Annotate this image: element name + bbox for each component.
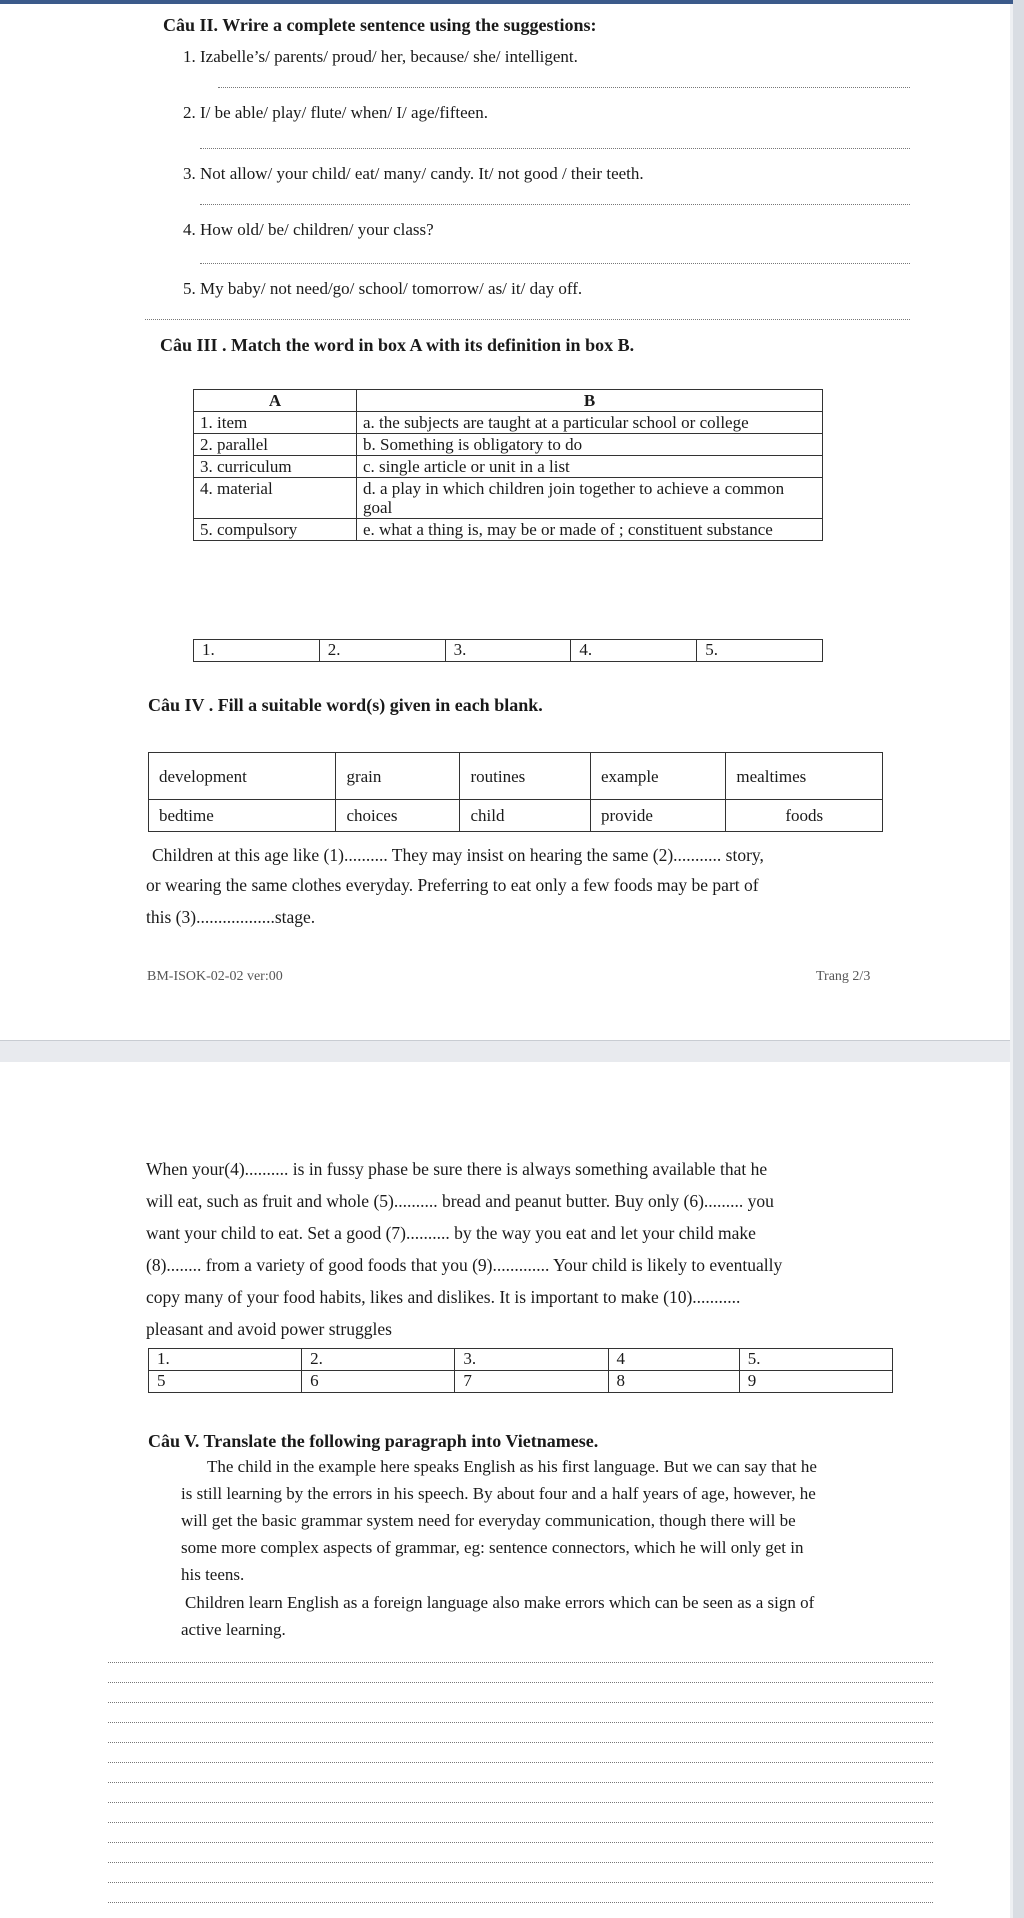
word-cell: 5. compulsory <box>194 519 357 541</box>
definition-cell: e. what a thing is, may be or made of ; constituent substance <box>357 519 823 541</box>
paragraph-line: some more complex aspects of grammar, eg: sentence connectors, which he will only get in <box>181 1538 804 1557</box>
answer-cell[interactable]: 5 <box>149 1371 302 1393</box>
section-3-heading: Câu III . Match the word in box A with its definition in box B. <box>160 335 635 355</box>
document-page-2 <box>0 1062 1010 1918</box>
word-bank-cell: mealtimes <box>726 753 883 800</box>
scrollbar-track[interactable] <box>1013 0 1024 1918</box>
answer-line <box>108 1822 933 1823</box>
exercise-item-4: 4. How old/ be/ children/ your class? <box>183 220 434 239</box>
word-cell: 4. material <box>194 478 357 519</box>
answer-line <box>108 1702 933 1703</box>
word-cell: 3. curriculum <box>194 456 357 478</box>
exercise-item-2: 2. I/ be able/ play/ flute/ when/ I/ age/fifteen. <box>183 103 488 122</box>
paragraph-line: Children at this age like (1).......... They may insist on hearing the same (2)........... story, <box>152 845 764 865</box>
paragraph-line: pleasant and avoid power struggles <box>146 1319 392 1339</box>
exercise-item-3: 3. Not allow/ your child/ eat/ many/ candy. It/ not good / their teeth. <box>183 164 644 183</box>
answer-line <box>200 263 910 264</box>
paragraph-line: want your child to eat. Set a good (7).......... by the way you eat and let your child make <box>146 1223 756 1243</box>
definition-cell: a. the subjects are taught at a particular school or college <box>357 412 823 434</box>
document-page-1 <box>0 4 1010 1040</box>
word-cell: 2. parallel <box>194 434 357 456</box>
word-bank-cell: foods <box>726 800 883 832</box>
answer-line <box>108 1742 933 1743</box>
paragraph-line: The child in the example here speaks English as his first language. But we can say that he <box>207 1457 817 1476</box>
paragraph-line: copy many of your food habits, likes and dislikes. It is important to make (10)........... <box>146 1287 741 1307</box>
answer-line <box>108 1762 933 1763</box>
exercise-item-1: 1. Izabelle’s/ parents/ proud/ her, because/ she/ intelligent. <box>183 47 578 66</box>
paragraph-line: (8)........ from a variety of good foods that you (9)............. Your child is likely to eventually <box>146 1255 783 1275</box>
match-table <box>193 389 823 541</box>
word-bank-cell: development <box>149 753 336 800</box>
footer-form-code: BM-ISOK-02-02 ver:00 <box>147 969 283 984</box>
answer-cell[interactable]: 4 <box>608 1349 739 1371</box>
answer-cell[interactable]: 1. <box>194 640 320 662</box>
answer-cell[interactable]: 5. <box>697 640 823 662</box>
answer-line <box>108 1862 933 1863</box>
paragraph-line: will get the basic grammar system need for everyday communication, though there will be <box>181 1511 796 1530</box>
paragraph-line: Children learn English as a foreign language also make errors which can be seen as a sign of <box>185 1593 815 1612</box>
answer-line <box>108 1782 933 1783</box>
answer-line <box>145 319 910 320</box>
answer-cell[interactable]: 6 <box>302 1371 455 1393</box>
word-bank-cell: bedtime <box>149 800 336 832</box>
paragraph-line: active learning. <box>181 1620 286 1639</box>
answer-cell[interactable]: 5. <box>739 1349 892 1371</box>
section-5-heading: Câu V. Translate the following paragraph into Vietnamese. <box>148 1431 599 1451</box>
answer-cell[interactable]: 4. <box>571 640 697 662</box>
definition-cell: d. a play in which children join together to achieve a common goal <box>357 478 823 519</box>
fill-answer-table <box>148 1348 893 1393</box>
word-cell: 1. item <box>194 412 357 434</box>
match-answer-table <box>193 639 823 662</box>
answer-line <box>218 87 910 88</box>
answer-line <box>108 1662 933 1663</box>
paragraph-line: is still learning by the errors in his speech. By about four and a half years of age, however, he <box>181 1484 816 1503</box>
answer-cell[interactable]: 3. <box>445 640 571 662</box>
paragraph-line: his teens. <box>181 1565 245 1584</box>
answer-cell[interactable]: 2. <box>319 640 445 662</box>
answer-line <box>108 1882 933 1883</box>
word-bank-cell: choices <box>336 800 460 832</box>
definition-cell: c. single article or unit in a list <box>357 456 823 478</box>
word-bank-cell: routines <box>460 753 591 800</box>
definition-cell: b. Something is obligatory to do <box>357 434 823 456</box>
paragraph-line: this (3)..................stage. <box>146 907 316 927</box>
paragraph-line: will eat, such as fruit and whole (5).......... bread and peanut butter. Buy only (6)......... you <box>146 1191 774 1211</box>
paragraph-line: When your(4).......... is in fussy phase be sure there is always something available that he <box>146 1159 768 1179</box>
answer-line <box>200 148 910 149</box>
section-2-heading: Câu II. Wrire a complete sentence using the suggestions: <box>163 15 597 35</box>
answer-line <box>200 204 910 205</box>
answer-cell[interactable]: 7 <box>455 1371 608 1393</box>
page-separator <box>0 1040 1010 1064</box>
word-bank-cell: grain <box>336 753 460 800</box>
answer-cell[interactable]: 9 <box>739 1371 892 1393</box>
answer-line <box>108 1802 933 1803</box>
answer-cell[interactable]: 2. <box>302 1349 455 1371</box>
answer-cell[interactable]: 1. <box>149 1349 302 1371</box>
column-b-header: B <box>357 390 823 412</box>
section-4-heading: Câu IV . Fill a suitable word(s) given in each blank. <box>148 695 543 715</box>
footer-page-number: Trang 2/3 <box>816 969 871 984</box>
answer-cell[interactable]: 8 <box>608 1371 739 1393</box>
answer-line <box>108 1722 933 1723</box>
exercise-item-5: 5. My baby/ not need/go/ school/ tomorrow/ as/ it/ day off. <box>183 279 583 298</box>
word-bank-cell: example <box>591 753 726 800</box>
answer-line <box>108 1842 933 1843</box>
column-a-header: A <box>194 390 357 412</box>
word-bank-cell: child <box>460 800 591 832</box>
word-bank-cell: provide <box>591 800 726 832</box>
paragraph-line: or wearing the same clothes everyday. Preferring to eat only a few foods may be part of <box>146 875 759 895</box>
word-bank-table <box>148 752 883 832</box>
answer-cell[interactable]: 3. <box>455 1349 608 1371</box>
answer-line <box>108 1902 933 1903</box>
answer-line <box>108 1682 933 1683</box>
